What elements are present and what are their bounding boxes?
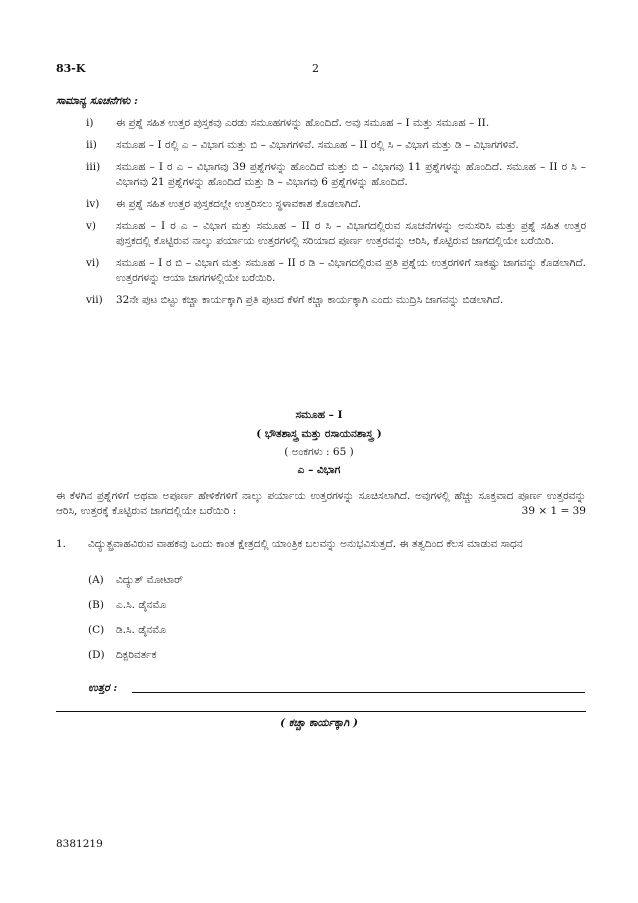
directions-marks: 39 × 1 = 39 — [521, 505, 586, 517]
footer-serial: 8381219 — [56, 838, 103, 850]
instruction-item — [56, 138, 586, 153]
instruction-number: vi) — [86, 257, 100, 269]
instruction-text: ಸಮೂಹ – I ರಲ್ಲಿ ಎ – ವಿಭಾಗ ಮತ್ತು ಬಿ – ವಿಭಾಗಗಳಿವೆ. ಸಮೂಹ – II ರಲ್ಲಿ ಸಿ – ವಿಭಾಗ ಮತ್ತು ಡಿ – ವಿಭಾಗಗಳಿವೆ. — [116, 139, 519, 151]
rough-work-label: ( ಕಚ್ಚಾ ಕಾರ್ಯಕ್ಕಾಗಿ ) — [280, 717, 358, 729]
option-d — [88, 648, 488, 673]
instruction-text: ಸಮೂಹ – I ರ ಎ – ವಿಭಾಗವು 39 ಪ್ರಶ್ನೆಗಳನ್ನು ಹೊಂದಿದೆ ಮತ್ತು ಬಿ – ವಿಭಾಗವು 11 ಪ್ರಶ್ನೆಗಳನ್ನು ಹೊಂದಿದೆ. ಸಮೂಹ – II ರ ಸಿ – ವಿಭಾಗವು 21 ಪ್ರಶ್ನೆಗಳನ್ನು ಹೊಂದಿದೆ ಮತ್ತು ಡಿ – ವಿಭಾಗವು 6 ಪ್ರಶ್ನೆಗಳನ್ನು ಹೊಂದಿದೆ. — [116, 161, 586, 188]
instruction-number: ii) — [86, 139, 97, 151]
question-number: 1. — [56, 538, 67, 550]
instruction-item — [56, 160, 586, 190]
question-text: ವಿದ್ಯುತ್ಪ್ರವಾಹವಿರುವ ವಾಹಕವು ಒಂದು ಕಾಂತ ಕ್ಷೇತ್ರದಲ್ಲಿ ಯಾಂತ್ರಿಕ ಬಲವನ್ನು ಅನುಭವಿಸುತ್ತದೆ. ಈ ತತ್ವದಿಂದ ಕೆಲಸ ಮಾಡುವ ಸಾಧನ — [88, 538, 523, 550]
instruction-number: iii) — [86, 161, 101, 173]
instruction-number: v) — [86, 220, 97, 232]
part-title: ಎ – ವಿಭಾಗ — [297, 464, 341, 476]
option-label: (C) — [88, 624, 105, 636]
directions-text: ಈ ಕೆಳಗಿನ ಪ್ರಶ್ನೆಗಳಿಗೆ ಅಥವಾ ಅಪೂರ್ಣ ಹೇಳಿಕೆಗಳಿಗೆ ನಾಲ್ಕು ಪರ್ಯಾಯ ಉತ್ತರಗಳನ್ನು ಸೂಚಿಸಲಾಗಿದೆ. ಅವುಗಳಲ್ಲಿ ಹೆಚ್ಚು ಸೂಕ್ತವಾದ ಪೂರ್ಣ ಉತ್ತರವನ್ನು ಆರಿಸಿ, ಉತ್ತರಕ್ಕೆ ಕೊಟ್ಟಿರುವ ಜಾಗದಲ್ಲಿಯೇ ಬರೆಯಿರಿ : — [56, 490, 586, 517]
instructions-list — [56, 116, 586, 315]
option-b — [88, 598, 488, 623]
instruction-text: ಈ ಪ್ರಶ್ನೆ ಸಹಿತ ಉತ್ತರ ಪುಸ್ತಕವು ಎರಡು ಸಮೂಹಗಳನ್ನು ಹೊಂದಿದೆ. ಅವು ಸಮೂಹ – I ಮತ್ತು ಸಮೂಹ – II. — [116, 117, 490, 129]
options-list — [88, 573, 488, 673]
instruction-text: ಸಮೂಹ – I ರ ಬಿ – ವಿಭಾಗ ಮತ್ತು ಸಮೂಹ – II ರ ಡಿ – ವಿಭಾಗದಲ್ಲಿರುವ ಪ್ರತಿ ಪ್ರಶ್ನೆಯ ಉತ್ತರಗಳಿಗೆ ಸಾಕಷ್ಟು ಜಾಗವನ್ನು ಕೊಡಲಾಗಿದೆ. ಉತ್ತರಗಳನ್ನು ಆಯಾ ಜಾಗಗಳಲ್ಲಿಯೇ ಬರೆಯಿರಿ. — [116, 257, 586, 284]
instruction-text: 32ನೇ ಪುಟ ಬಿಟ್ಟು ಕಚ್ಚಾ ಕಾರ್ಯಕ್ಕಾಗಿ ಪ್ರತಿ ಪುಟದ ಕೆಳಗೆ ಕಚ್ಚಾ ಕಾರ್ಯಕ್ಕಾಗಿ ಎಂದು ಮುದ್ರಿಸಿ ಜಾಗವನ್ನು ಬಿಡಲಾಗಿದೆ. — [116, 294, 504, 306]
instruction-item — [56, 197, 586, 212]
option-a — [88, 573, 488, 598]
option-text: ವಿದ್ಯುತ್ ಮೋಟಾರ್ — [116, 574, 184, 586]
instruction-item — [56, 256, 586, 286]
option-c — [88, 623, 488, 648]
instruction-text: ಈ ಪ್ರಶ್ನೆ ಸಹಿತ ಉತ್ತರ ಪುಸ್ತಕದಲ್ಲೇ ಉತ್ತರಿಸಲು ಸ್ಥಳಾವಕಾಶ ಕೊಡಲಾಗಿದೆ. — [116, 198, 362, 210]
divider — [56, 711, 586, 712]
instruction-item — [56, 116, 586, 131]
directions — [56, 489, 586, 519]
option-label: (A) — [88, 574, 104, 586]
instruction-item — [56, 293, 586, 308]
instruction-number: iv) — [86, 198, 100, 210]
instruction-text: ಸಮೂಹ – I ರ ಎ – ವಿಭಾಗ ಮತ್ತು ಸಮೂಹ – II ರ ಸಿ – ವಿಭಾಗದಲ್ಲಿರುವ ಸೂಚನೆಗಳನ್ನು ಅನುಸರಿಸಿ ಮತ್ತು ಪ್ರಶ್ನೆ ಸಹಿತ ಉತ್ತರ ಪುಸ್ತಕದಲ್ಲಿ ಕೊಟ್ಟಿರುವ ನಾಲ್ಕು ಪರ್ಯಾಯ ಉತ್ತರಗಳಲ್ಲಿ ಸರಿಯಾದ ಪೂರ್ಣ ಉತ್ತರವನ್ನು ಆರಿಸಿ, ಕೊಟ್ಟಿರುವ ಜಾಗದಲ್ಲಿಯೇ ಬರೆಯಿರಿ. — [116, 220, 586, 247]
section-subtitle: ( ಭೌತಶಾಸ್ತ್ರ ಮತ್ತು ರಸಾಯನಶಾಸ್ತ್ರ ) — [256, 428, 382, 440]
option-label: (D) — [88, 649, 105, 661]
instruction-number: i) — [86, 117, 94, 129]
option-text: ಡಿ.ಸಿ. ಡೈನಮೊ — [116, 624, 167, 636]
general-instructions-title: ಸಾಮಾನ್ಯ ಸೂಚನೆಗಳು : — [56, 95, 138, 107]
section-title: ಸಮೂಹ – I — [295, 409, 343, 421]
question-1 — [56, 537, 586, 552]
answer-label: ಉತ್ತರ : — [88, 682, 118, 694]
answer-row — [88, 681, 588, 696]
option-label: (B) — [88, 599, 104, 611]
instruction-number: vii) — [86, 294, 103, 306]
answer-line[interactable] — [132, 692, 585, 693]
option-text: ಎ.ಸಿ. ಡೈನಮೊ — [116, 599, 167, 611]
section-marks: ( ಅಂಕಗಳು : 65 ) — [284, 446, 354, 458]
paper-code: 83-K — [56, 62, 86, 75]
page-number: 2 — [312, 62, 319, 75]
instruction-item — [56, 219, 586, 249]
option-text: ದಿಕ್ಪರಿವರ್ತಕ — [116, 649, 157, 661]
